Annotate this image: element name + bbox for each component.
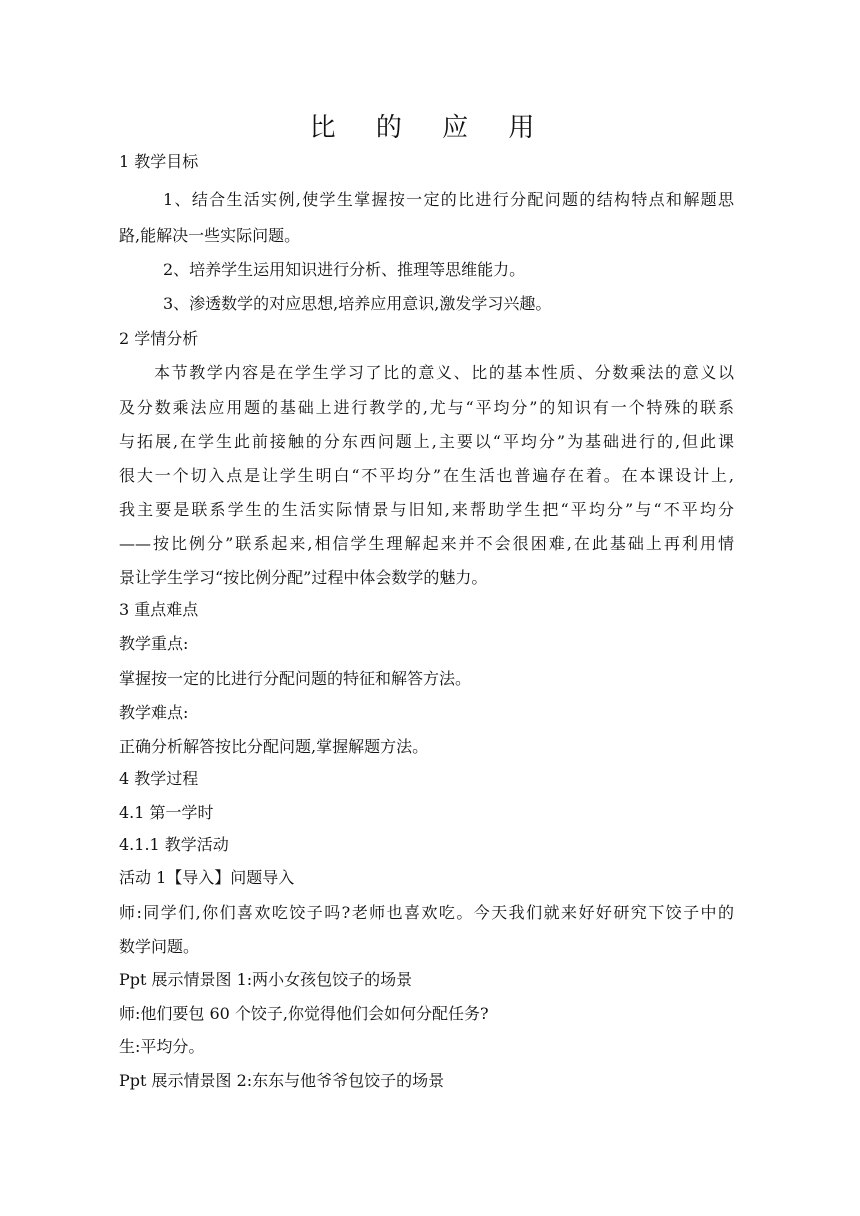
heading-teaching-activities: 4.1.1 教学活动 bbox=[119, 835, 229, 854]
analysis-line-3: 与拓展,在学生此前接触的分东西问题上,主要以“平均分”为基础进行的,但此课 bbox=[119, 432, 734, 451]
document-title: 比 的 应 用 bbox=[309, 113, 551, 143]
analysis-line-2: 及分数乘法应用题的基础上进行教学的,尤与“平均分”的知识有一个特殊的联系 bbox=[119, 398, 734, 417]
heading-key-difficult-points: 3 重点难点 bbox=[119, 600, 199, 619]
difficult-point-label: 教学难点: bbox=[119, 703, 189, 722]
teacher-line-1: 师:同学们,你们喜欢吃饺子吗?老师也喜欢吃。今天我们就来好好研究下饺子中的 bbox=[119, 903, 734, 922]
analysis-line-6: ——按比例分”联系起来,相信学生理解起来并不会很困难,在此基础上再利用情 bbox=[119, 534, 734, 553]
analysis-line-7: 景让学生学习“按比例分配”过程中体会数学的魅力。 bbox=[119, 568, 488, 587]
objective-2: 2、培养学生运用知识进行分析、推理等思维能力。 bbox=[163, 260, 526, 279]
key-point-label: 教学重点: bbox=[119, 634, 189, 653]
heading-first-lesson: 4.1 第一学时 bbox=[119, 803, 214, 822]
ppt-scene-1: Ppt 展示情景图 1:两小女孩包饺子的场景 bbox=[119, 970, 413, 989]
ppt-scene-2: Ppt 展示情景图 2:东东与他爷爷包饺子的场景 bbox=[119, 1071, 445, 1090]
activity-1-title: 活动 1【导入】问题导入 bbox=[119, 868, 295, 887]
analysis-line-1: 本节教学内容是在学生学习了比的意义、比的基本性质、分数乘法的意义以 bbox=[154, 363, 734, 382]
heading-learner-analysis: 2 学情分析 bbox=[119, 329, 199, 348]
objective-1-line-1: 1、结合生活实例,使学生掌握按一定的比进行分配问题的结构特点和解题思 bbox=[163, 190, 734, 209]
heading-teaching-objectives: 1 教学目标 bbox=[119, 152, 199, 171]
objective-3: 3、渗透数学的对应思想,培养应用意识,激发学习兴趣。 bbox=[163, 294, 552, 313]
objective-1-line-2: 路,能解决一些实际问题。 bbox=[119, 226, 301, 245]
teacher-line-2: 数学问题。 bbox=[119, 937, 200, 956]
heading-teaching-process: 4 教学过程 bbox=[119, 769, 199, 788]
student-answer: 生:平均分。 bbox=[119, 1037, 205, 1056]
key-point-text: 掌握按一定的比进行分配问题的特征和解答方法。 bbox=[119, 669, 472, 688]
analysis-line-4: 很大一个切入点是让学生明白“不平均分”在生活也普遍存在着。在本课设计上, bbox=[119, 466, 734, 485]
difficult-point-text: 正确分析解答按比分配问题,掌握解题方法。 bbox=[119, 737, 429, 756]
analysis-line-5: 我主要是联系学生的生活实际情景与旧知,来帮助学生把“平均分”与“不平均分 bbox=[119, 500, 734, 519]
teacher-question: 师:他们要包 60 个饺子,你觉得他们会如何分配任务? bbox=[119, 1004, 489, 1023]
